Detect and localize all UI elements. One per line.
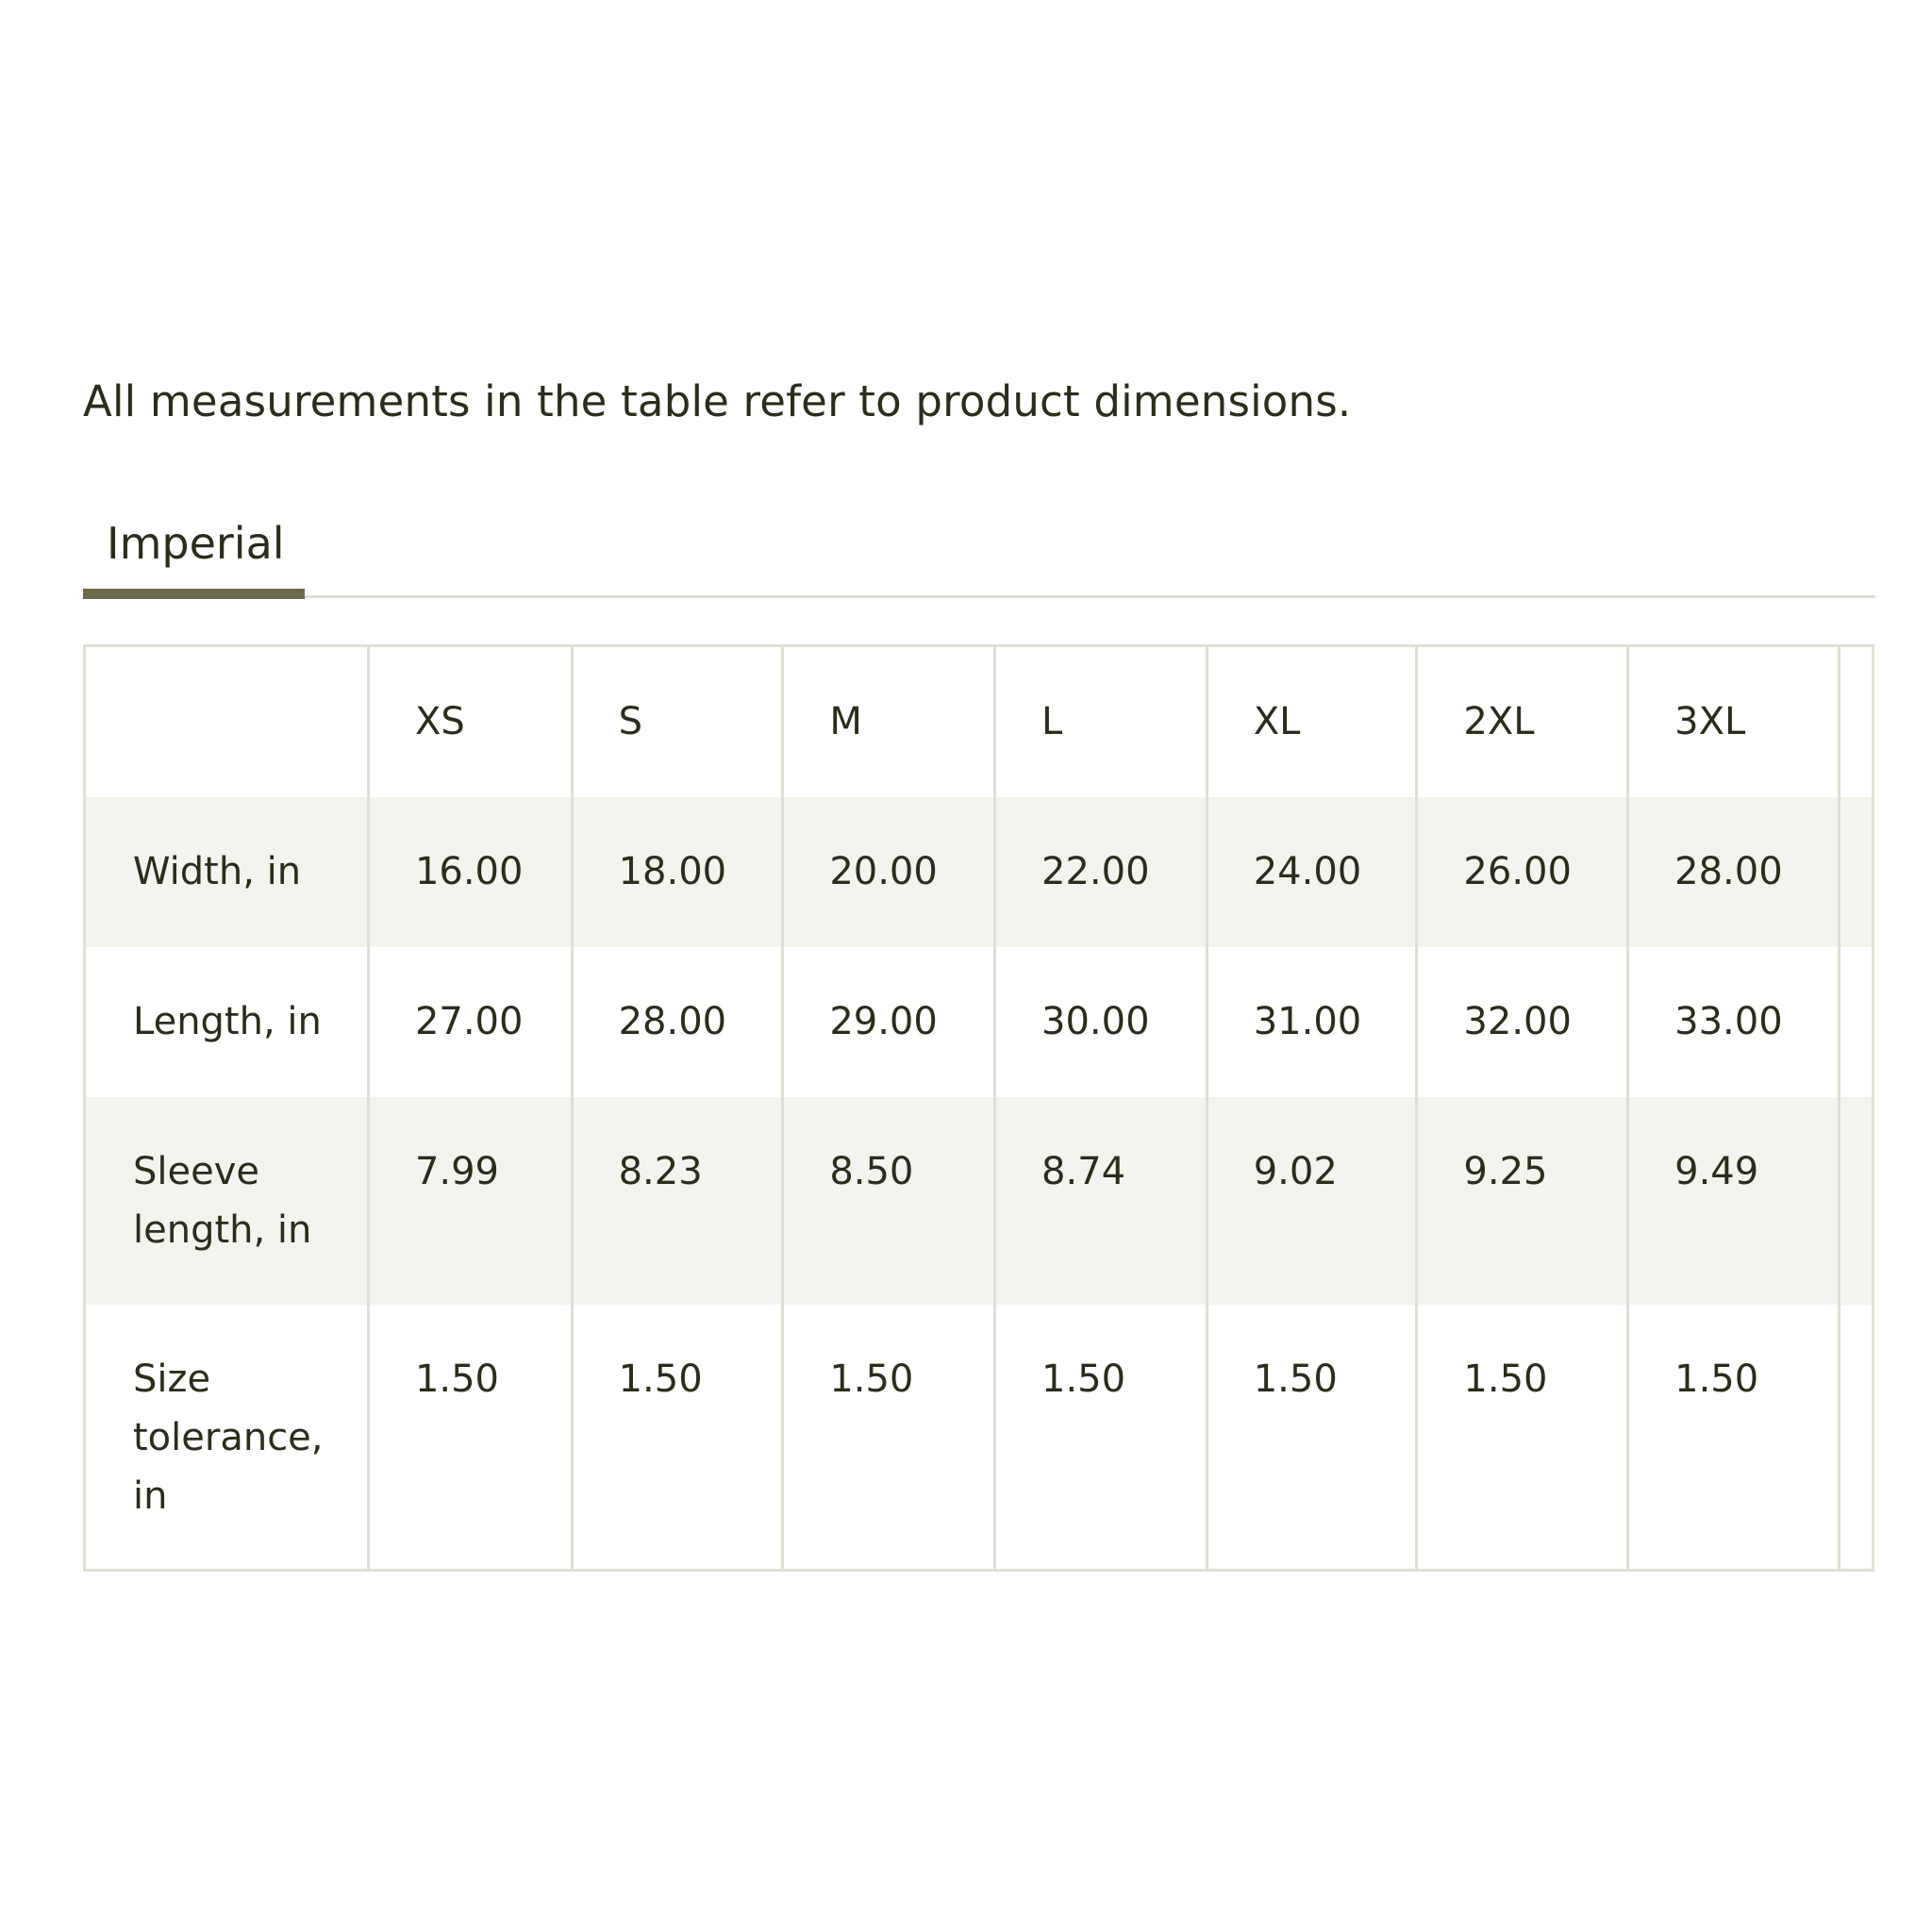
row-label-size-tolerance: Size tolerance, in	[133, 1357, 324, 1518]
table-cell: 22.00	[995, 797, 1208, 947]
table-cell-overflow	[1839, 797, 1873, 947]
table-cell-overflow	[1839, 947, 1873, 1097]
table-cell: 29.00	[783, 947, 995, 1097]
table-cell-overflow	[1839, 1305, 1873, 1571]
intro-text: All measurements in the table refer to product dimensions.	[83, 376, 1352, 426]
row-label-width: Width, in	[85, 797, 369, 947]
table-cell: 18.00	[572, 797, 783, 947]
tabs-divider	[83, 595, 1875, 598]
unit-tabs	[83, 509, 1875, 598]
table-cell: 1.50	[783, 1305, 995, 1571]
table-cell: 9.02	[1207, 1097, 1417, 1305]
header-size-l: L	[995, 646, 1208, 797]
table-cell: 32.00	[1417, 947, 1628, 1097]
row-label-sleeve-length: Sleeve length, in	[85, 1097, 369, 1305]
table-cell: 1.50	[995, 1305, 1208, 1571]
table-cell: 27.00	[368, 947, 572, 1097]
header-overflow-cell	[1839, 646, 1873, 797]
table-cell-overflow	[1839, 1097, 1873, 1305]
table-cell: 8.23	[572, 1097, 783, 1305]
table-cell: 1.50	[572, 1305, 783, 1571]
row-label-length: Length, in	[133, 999, 322, 1043]
header-size-m: M	[783, 646, 995, 797]
header-size-xl: XL	[1207, 646, 1417, 797]
table-cell: 9.49	[1628, 1097, 1840, 1305]
table-cell: 8.74	[995, 1097, 1208, 1305]
table-cell: 24.00	[1207, 797, 1417, 947]
header-size-xs: XS	[368, 646, 572, 797]
table-row-size-tolerance	[85, 1305, 1874, 1571]
header-size-3xl: 3XL	[1628, 646, 1840, 797]
table-cell: 1.50	[1417, 1305, 1628, 1571]
table-cell: 8.50	[783, 1097, 995, 1305]
table-cell: 1.50	[1628, 1305, 1840, 1571]
table-cell: 33.00	[1628, 947, 1840, 1097]
header-size-s: S	[572, 646, 783, 797]
size-chart-table	[83, 644, 1874, 1572]
table-cell: 28.00	[572, 947, 783, 1097]
header-corner-cell	[85, 646, 369, 797]
table-cell: 30.00	[995, 947, 1208, 1097]
table-cell: 7.99	[368, 1097, 572, 1305]
table-cell: 9.25	[1417, 1097, 1628, 1305]
size-header-row	[85, 646, 1874, 797]
table-row-length	[85, 947, 1874, 1097]
active-tab-indicator	[83, 589, 305, 599]
tab-imperial-label: Imperial	[107, 518, 285, 569]
header-size-2xl: 2XL	[1417, 646, 1628, 797]
table-cell: 20.00	[783, 797, 995, 947]
table-cell: 31.00	[1207, 947, 1417, 1097]
table-row-width	[85, 797, 1874, 947]
table-cell: 1.50	[368, 1305, 572, 1571]
table-cell: 1.50	[1207, 1305, 1417, 1571]
table-cell: 26.00	[1417, 797, 1628, 947]
tab-imperial[interactable]	[83, 509, 305, 598]
table-row-sleeve-length	[85, 1097, 1874, 1305]
table-cell: 28.00	[1628, 797, 1840, 947]
table-cell: 16.00	[368, 797, 572, 947]
